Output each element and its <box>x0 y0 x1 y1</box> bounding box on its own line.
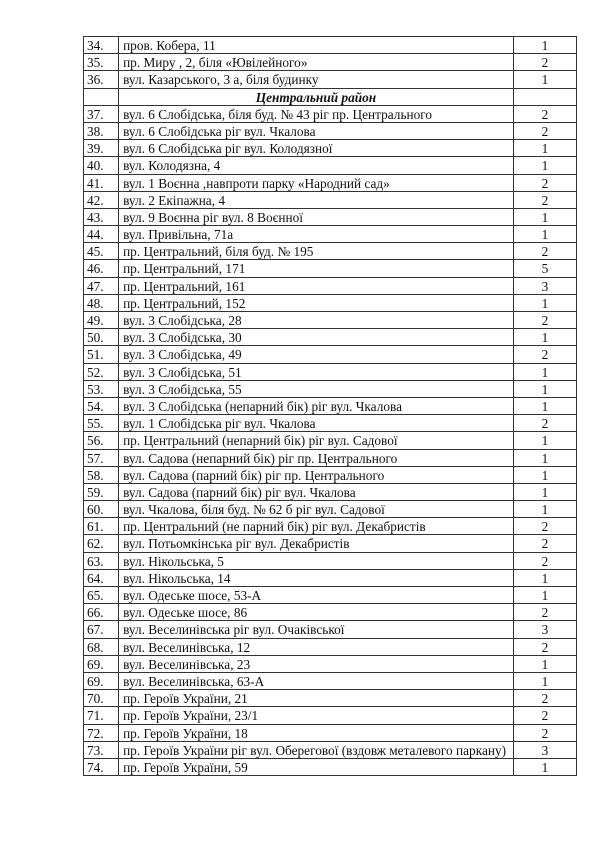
row-quantity: 2 <box>513 638 576 655</box>
row-number: 53. <box>84 380 119 397</box>
row-number: 68. <box>84 638 119 655</box>
row-quantity: 1 <box>513 449 576 466</box>
row-number: 57. <box>84 449 119 466</box>
row-number: 40. <box>84 157 119 174</box>
row-quantity: 1 <box>513 758 576 775</box>
table-row <box>84 397 577 414</box>
row-quantity: 1 <box>513 329 576 346</box>
row-number: 47. <box>84 277 119 294</box>
row-address: вул. Веселинівська, 23 <box>119 655 514 672</box>
row-address: вул. Веселинівська, 63-А <box>119 672 514 689</box>
row-number: 74. <box>84 758 119 775</box>
row-address: пр. Центральний (непарний бік) ріг вул. Садової <box>119 432 514 449</box>
row-address: вул. 1 Слобідська ріг вул. Чкалова <box>119 415 514 432</box>
row-address: пр. Героїв України, 59 <box>119 758 514 775</box>
row-address: вул. 9 Воєнна ріг вул. 8 Воєнної <box>119 208 514 225</box>
row-quantity: 2 <box>513 54 576 71</box>
table-row <box>84 483 577 500</box>
section-header-row <box>84 88 577 105</box>
row-number: 41. <box>84 174 119 191</box>
row-quantity: 2 <box>513 243 576 260</box>
row-quantity: 1 <box>513 37 576 54</box>
row-number: 70. <box>84 690 119 707</box>
row-address: вул. Казарського, 3 а, біля будинку <box>119 71 514 88</box>
row-address: вул. 6 Слобідська, біля буд. № 43 ріг пр. Центрального <box>119 105 514 122</box>
row-number: 71. <box>84 707 119 724</box>
row-quantity: 1 <box>513 432 576 449</box>
table-row <box>84 380 577 397</box>
row-address: пр. Героїв України ріг вул. Оберегової (вздовж металевого паркану) <box>119 741 514 758</box>
row-number: 64. <box>84 569 119 586</box>
row-quantity: 2 <box>513 690 576 707</box>
table-row <box>84 690 577 707</box>
row-quantity: 2 <box>513 312 576 329</box>
row-address: пр. Героїв України, 21 <box>119 690 514 707</box>
row-number: 51. <box>84 346 119 363</box>
table-row <box>84 432 577 449</box>
table-row <box>84 140 577 157</box>
table-row <box>84 758 577 775</box>
row-quantity: 1 <box>513 363 576 380</box>
table-row <box>84 621 577 638</box>
table-row <box>84 243 577 260</box>
row-quantity: 2 <box>513 724 576 741</box>
locations-table <box>83 36 577 776</box>
row-number: 54. <box>84 397 119 414</box>
row-address: пр. Героїв України, 23/1 <box>119 707 514 724</box>
row-number: 66. <box>84 604 119 621</box>
row-quantity: 2 <box>513 191 576 208</box>
row-address: вул. Садова (парний бік) ріг пр. Центрального <box>119 466 514 483</box>
row-address: вул. 3 Слобідська (непарний бік) ріг вул. Чкалова <box>119 397 514 414</box>
table-row <box>84 466 577 483</box>
row-quantity: 1 <box>513 569 576 586</box>
row-number: 69. <box>84 655 119 672</box>
row-number: 65. <box>84 587 119 604</box>
section-qty-cell <box>513 88 576 105</box>
row-number: 58. <box>84 466 119 483</box>
row-quantity: 1 <box>513 655 576 672</box>
row-number: 67. <box>84 621 119 638</box>
row-number: 45. <box>84 243 119 260</box>
row-number: 38. <box>84 122 119 139</box>
row-quantity: 1 <box>513 397 576 414</box>
table-row <box>84 638 577 655</box>
table-row <box>84 587 577 604</box>
row-address: вул. Садова (парний бік) ріг вул. Чкалова <box>119 483 514 500</box>
table-row <box>84 552 577 569</box>
row-quantity: 1 <box>513 501 576 518</box>
row-number: 61. <box>84 518 119 535</box>
row-number: 34. <box>84 37 119 54</box>
row-address: вул. Привільна, 71а <box>119 226 514 243</box>
row-number: 44. <box>84 226 119 243</box>
row-quantity: 2 <box>513 552 576 569</box>
row-number: 72. <box>84 724 119 741</box>
row-address: вул. Чкалова, біля буд. № 62 б ріг вул. Садової <box>119 501 514 518</box>
row-quantity: 2 <box>513 174 576 191</box>
row-address: вул. 3 Слобідська, 51 <box>119 363 514 380</box>
document-page <box>83 36 577 776</box>
table-row <box>84 105 577 122</box>
table-row <box>84 71 577 88</box>
row-quantity: 1 <box>513 483 576 500</box>
row-address: вул. 3 Слобідська, 28 <box>119 312 514 329</box>
section-title: Центральний район <box>119 88 514 105</box>
row-address: вул. Веселинівська, 12 <box>119 638 514 655</box>
table-row <box>84 174 577 191</box>
row-quantity: 1 <box>513 140 576 157</box>
table-row <box>84 501 577 518</box>
row-quantity: 2 <box>513 604 576 621</box>
row-address: вул. 3 Слобідська, 55 <box>119 380 514 397</box>
row-address: вул. 3 Слобідська, 49 <box>119 346 514 363</box>
row-number: 48. <box>84 294 119 311</box>
row-quantity: 1 <box>513 380 576 397</box>
table-row <box>84 277 577 294</box>
row-address: вул. Одеське шосе, 86 <box>119 604 514 621</box>
row-quantity: 2 <box>513 518 576 535</box>
row-address: вул. 6 Слобідська ріг вул. Колодязної <box>119 140 514 157</box>
row-quantity: 3 <box>513 621 576 638</box>
row-number: 42. <box>84 191 119 208</box>
row-quantity: 2 <box>513 707 576 724</box>
row-quantity: 2 <box>513 105 576 122</box>
row-quantity: 1 <box>513 466 576 483</box>
row-quantity: 3 <box>513 277 576 294</box>
section-num-cell <box>84 88 119 105</box>
row-quantity: 2 <box>513 122 576 139</box>
table-row <box>84 707 577 724</box>
table-row <box>84 37 577 54</box>
row-number: 35. <box>84 54 119 71</box>
row-quantity: 1 <box>513 672 576 689</box>
table-row <box>84 208 577 225</box>
table-row <box>84 260 577 277</box>
row-number: 63. <box>84 552 119 569</box>
table-row <box>84 363 577 380</box>
row-number: 73. <box>84 741 119 758</box>
table-row <box>84 226 577 243</box>
table-row <box>84 604 577 621</box>
row-quantity: 2 <box>513 535 576 552</box>
table-row <box>84 329 577 346</box>
row-quantity: 2 <box>513 346 576 363</box>
row-quantity: 1 <box>513 208 576 225</box>
row-address: вул. Нікольська, 14 <box>119 569 514 586</box>
row-quantity: 1 <box>513 226 576 243</box>
table-row <box>84 672 577 689</box>
row-address: пр. Центральний, 161 <box>119 277 514 294</box>
row-quantity: 1 <box>513 294 576 311</box>
table-row <box>84 655 577 672</box>
table-row <box>84 518 577 535</box>
row-address: вул. 3 Слобідська, 30 <box>119 329 514 346</box>
row-address: вул. 1 Воєнна ,навпроти парку «Народний сад» <box>119 174 514 191</box>
table-row <box>84 724 577 741</box>
row-number: 69. <box>84 672 119 689</box>
row-quantity: 3 <box>513 741 576 758</box>
row-number: 46. <box>84 260 119 277</box>
row-address: вул. 2 Екіпажна, 4 <box>119 191 514 208</box>
table-row <box>84 122 577 139</box>
row-quantity: 2 <box>513 415 576 432</box>
table-row <box>84 54 577 71</box>
row-address: пров. Кобера, 11 <box>119 37 514 54</box>
row-number: 56. <box>84 432 119 449</box>
row-address: вул. 6 Слобідська ріг вул. Чкалова <box>119 122 514 139</box>
row-number: 36. <box>84 71 119 88</box>
row-address: вул. Садова (непарний бік) ріг пр. Центрального <box>119 449 514 466</box>
table-row <box>84 191 577 208</box>
row-address: вул. Колодязна, 4 <box>119 157 514 174</box>
row-number: 39. <box>84 140 119 157</box>
table-row <box>84 346 577 363</box>
row-address: вул. Одеське шосе, 53-А <box>119 587 514 604</box>
row-quantity: 1 <box>513 157 576 174</box>
row-number: 60. <box>84 501 119 518</box>
row-number: 37. <box>84 105 119 122</box>
row-quantity: 1 <box>513 71 576 88</box>
row-address: вул. Веселинівська ріг вул. Очаківської <box>119 621 514 638</box>
table-row <box>84 294 577 311</box>
row-address: вул. Нікольська, 5 <box>119 552 514 569</box>
table-row <box>84 449 577 466</box>
row-address: пр. Центральний (не парний бік) ріг вул. Декабристів <box>119 518 514 535</box>
row-number: 55. <box>84 415 119 432</box>
table-row <box>84 157 577 174</box>
row-quantity: 5 <box>513 260 576 277</box>
row-number: 59. <box>84 483 119 500</box>
row-address: пр. Центральний, біля буд. № 195 <box>119 243 514 260</box>
row-number: 52. <box>84 363 119 380</box>
row-number: 62. <box>84 535 119 552</box>
table-row <box>84 741 577 758</box>
row-number: 50. <box>84 329 119 346</box>
table-row <box>84 415 577 432</box>
row-address: пр. Центральний, 152 <box>119 294 514 311</box>
row-quantity: 1 <box>513 587 576 604</box>
row-number: 43. <box>84 208 119 225</box>
table-row <box>84 569 577 586</box>
row-address: пр. Центральний, 171 <box>119 260 514 277</box>
row-address: пр. Миру , 2, біля «Ювілейного» <box>119 54 514 71</box>
row-number: 49. <box>84 312 119 329</box>
row-address: пр. Героїв України, 18 <box>119 724 514 741</box>
row-address: вул. Потьомкінська ріг вул. Декабристів <box>119 535 514 552</box>
table-row <box>84 535 577 552</box>
table-row <box>84 312 577 329</box>
